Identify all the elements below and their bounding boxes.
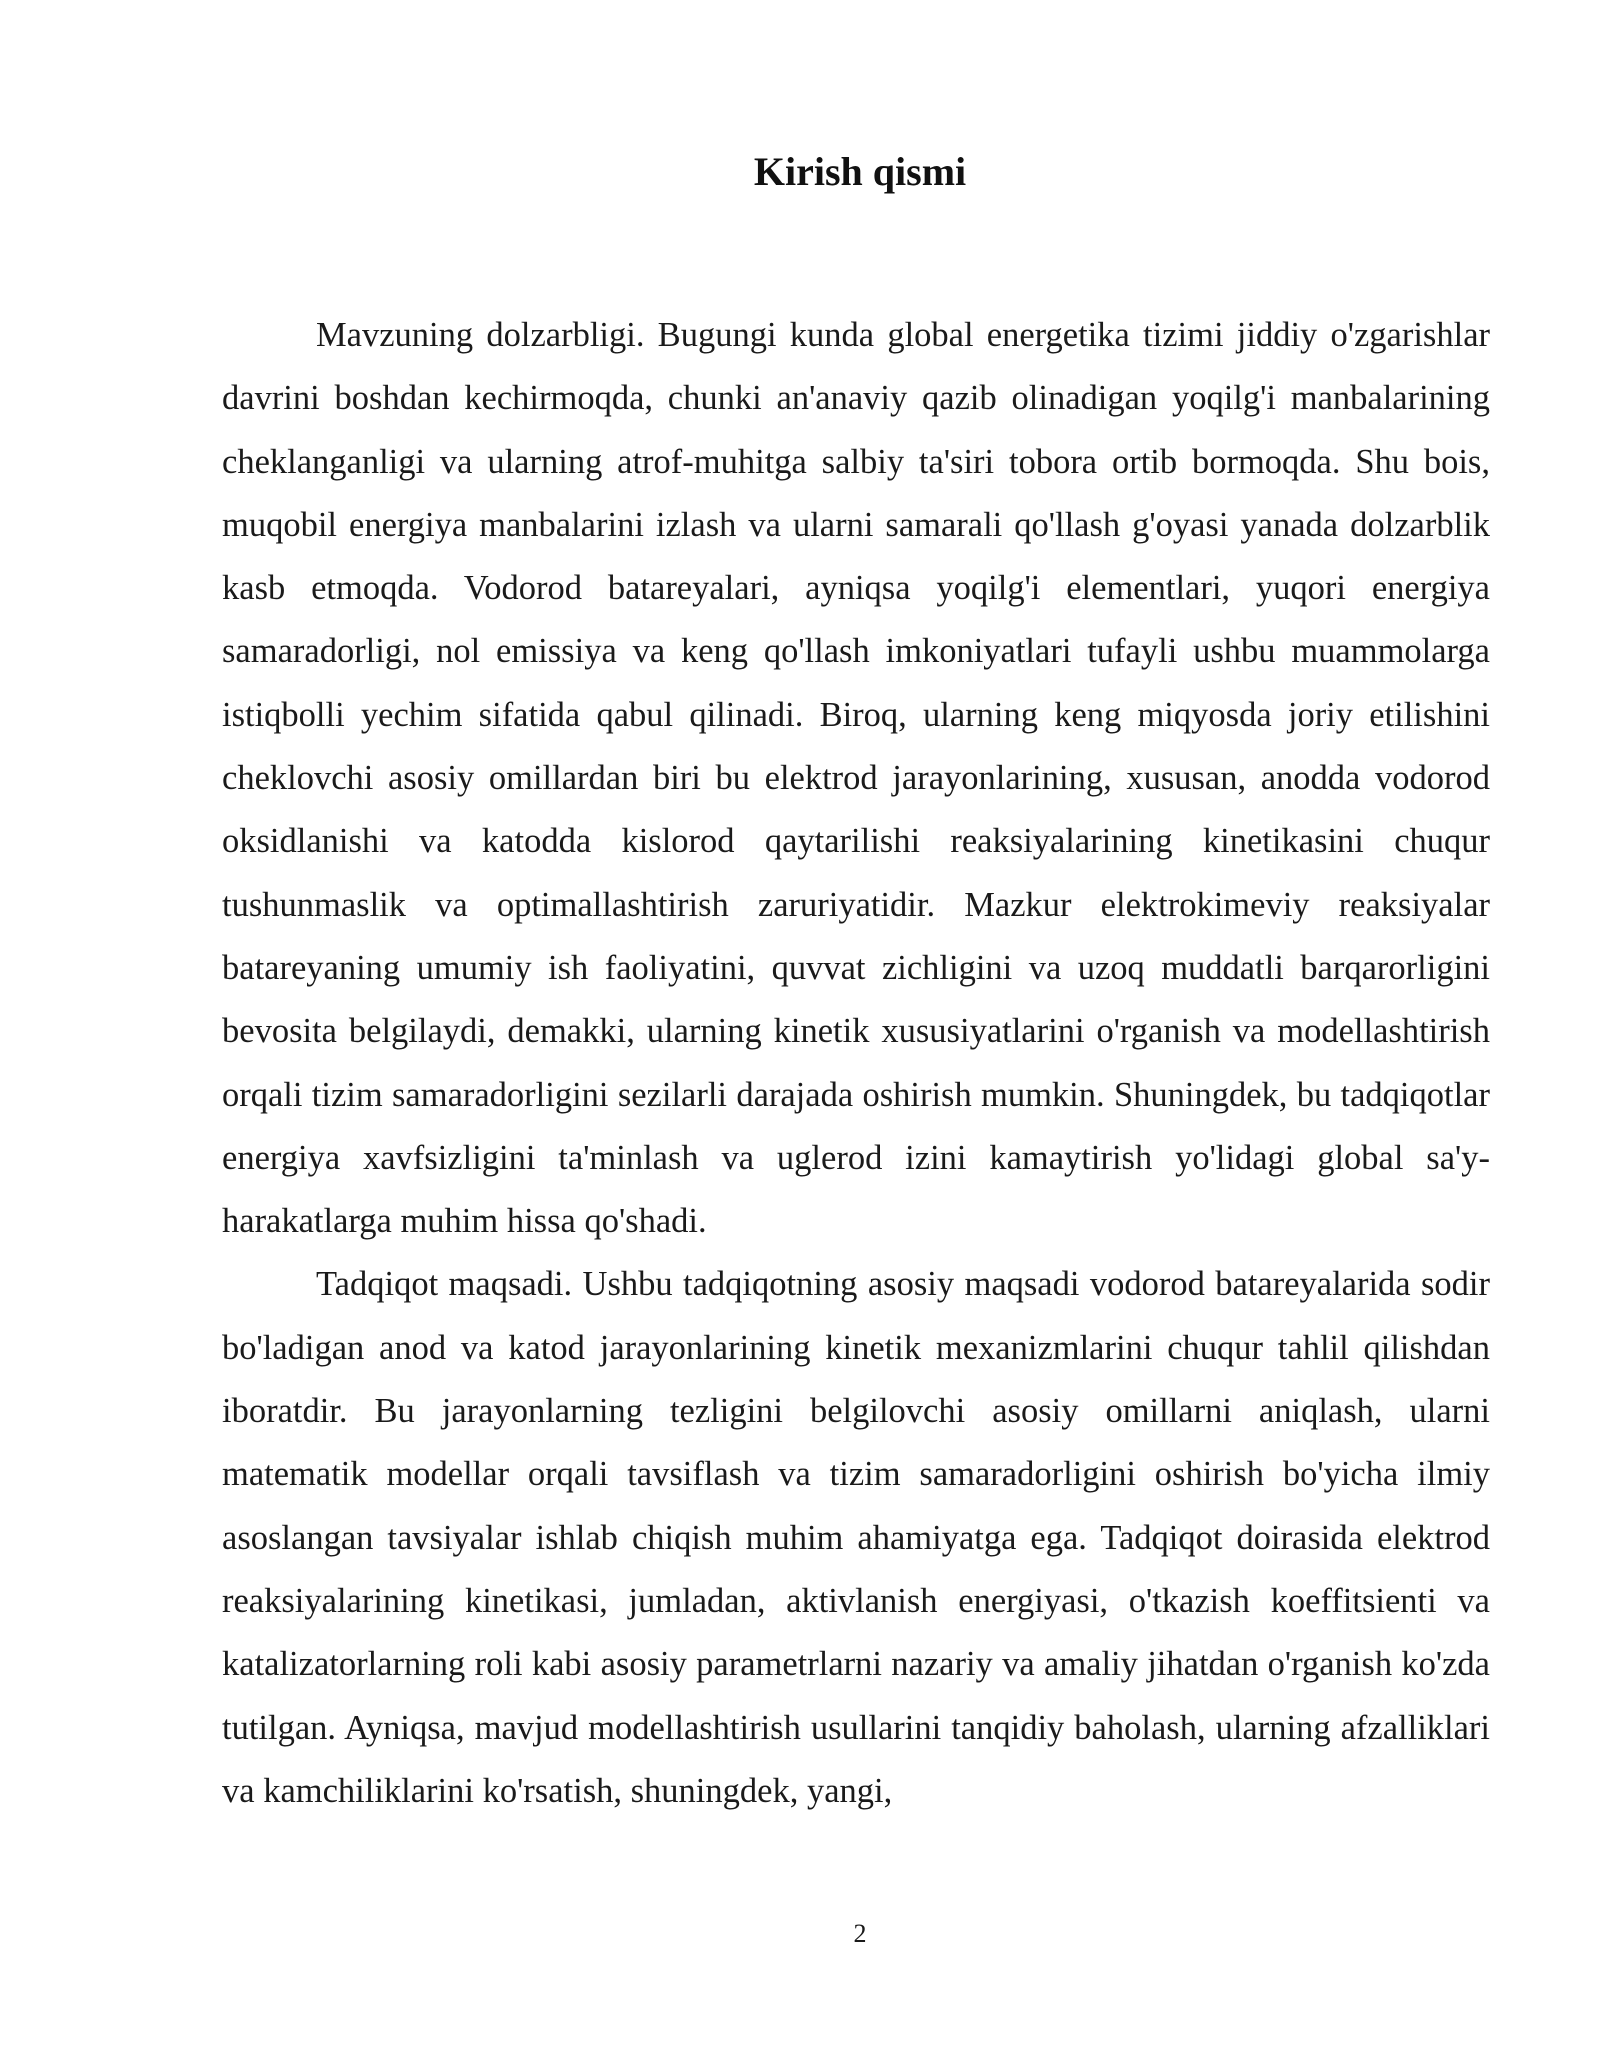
page-number: 2 xyxy=(853,1919,867,1948)
paragraph-relevance: Mavzuning dolzarbligi. Bugungi kunda global energetika tizimi jiddiy o'zgarishlar davrini boshdan kechirmoqda, chunki an'anaviy qazib olinadigan yoqilg'i manbalarining cheklanganligi va ularning atrof-muhitga salbiy ta'siri tobora ortib bormoqda. Shu bois, muqobil energiya manbalarini izlash va ularni samarali qo'llash g'oyasi yanada dolzarblik kasb etmoqda. Vodorod batareyalari, ayniqsa yoqilg'i elementlari, yuqori energiya samaradorligi, nol emissiya va keng qo'llash imkoniyatlari tufayli ushbu muammolarga istiqbolli yechim sifatida qabul qilinadi. Biroq, ularning keng miqyosda joriy etilishini cheklovchi asosiy omillardan biri bu elektrod jarayonlarining, xususan, anodda vodorod oksidlanishi va katodda kislorod qaytarilishi reaksiyalarining kinetikasini chuqur tushunmaslik va optimallashtirish zaruriyatidir. Mazkur elektrokimeviy reaksiyalar batareyaning umumiy ish faoliyatini, quvvat zichligini va uzoq muddatli barqarorligini bevosita belgilaydi, demakki, ularning kinetik xususiyatlarini o'rganish va modellashtirish orqali tizim samaradorligini sezilarli darajada oshirish mumkin. Shuningdek, bu tadqiqotlar energiya xavfsizligini ta'minlash va uglerod izini kamaytirish yo'lidagi global sa'y-harakatlarga muhim hissa qo'shadi. xyxy=(222,316,1490,1241)
body-text xyxy=(222,304,1490,1823)
page-title: Kirish qismi xyxy=(753,149,967,194)
paragraph-research-goal: Tadqiqot maqsadi. Ushbu tadqiqotning asosiy maqsadi vodorod batareyalarida sodir bo'ladigan anod va katod jarayonlarining kinetik mexanizmlarini chuqur tahlil qilishdan iboratdir. Bu jarayonlarning tezligini belgilovchi asosiy omillarni aniqlash, ularni matematik modellar orqali tavsiflash va tizim samaradorligini oshirish bo'yicha ilmiy asoslangan tavsiyalar ishlab chiqish muhim ahamiyatga ega. Tadqiqot doirasida elektrod reaksiyalarining kinetikasi, jumladan, aktivlanish energiyasi, o'tkazish koeffitsienti va katalizatorlarning roli kabi asosiy parametrlarni nazariy va amaliy jihatdan o'rganish ko'zda tutilgan. Ayniqsa, mavjud modellashtirish usullarini tanqidiy baholash, ularning afzalliklari va kamchiliklarini ko'rsatish, shuningdek, yangi, xyxy=(222,1265,1490,1810)
